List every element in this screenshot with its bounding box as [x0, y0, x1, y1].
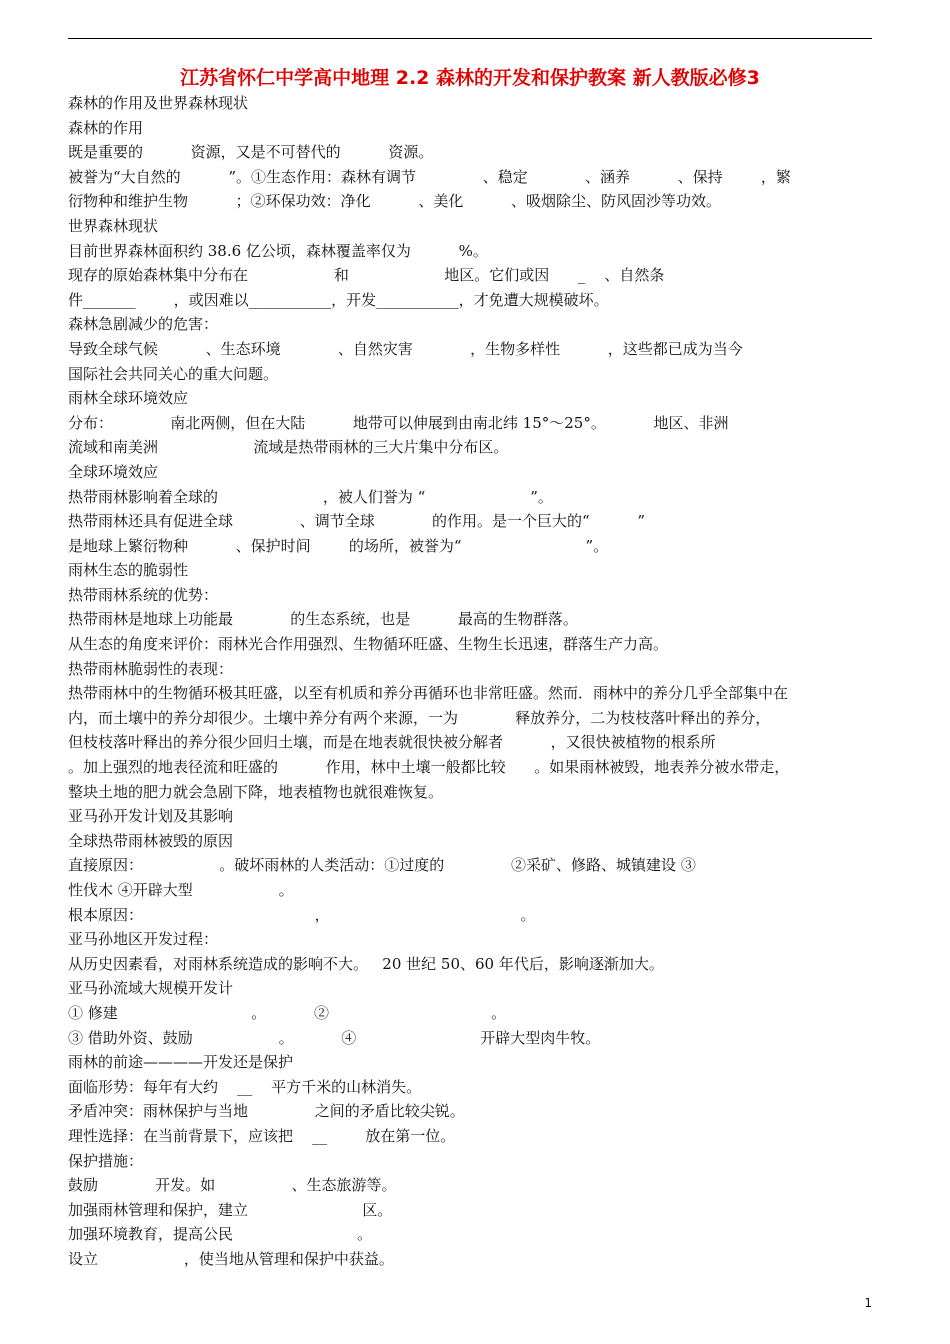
text-line: 保护措施：: [68, 1151, 144, 1170]
text-line: 全球环境效应: [68, 462, 159, 481]
text-line: ③ 借助外资、鼓励 。 ④ 开辟大型肉牛牧。: [68, 1028, 601, 1047]
text-line: 从历史因素看，对雨林系统造成的影响不大。 20 世纪 50、60 年代后，影响逐渐加大。: [68, 954, 664, 973]
text-line: 件_______ ，或因难以___________，开发___________，才免遭大规模破坏。: [68, 290, 609, 309]
text-line: 亚马孙地区开发过程：: [68, 930, 219, 949]
text-line: 鼓励 开发。如 、生态旅游等。: [68, 1176, 397, 1195]
text-line: 既是重要的 资源，又是不可替代的 资源。: [68, 143, 434, 162]
text-line: 雨林的前途————开发还是保护: [68, 1053, 294, 1072]
text-line: 亚马孙开发计划及其影响: [68, 807, 234, 826]
text-line: 直接原因： 。破坏雨林的人类活动：①过度的 ②采矿、修路、城镇建设 ③: [68, 856, 696, 875]
document-body: [68, 91, 874, 1272]
text-line: 性伐木 ④开辟大型 。: [68, 881, 294, 899]
text-line: 热带雨林是地球上功能最 的生态系统，也是 最高的生物群落。: [68, 610, 578, 629]
text-line: 森林的作用: [68, 118, 144, 137]
text-line: 现存的原始森林集中分布在 和 地区。它们或因 _ 、自然条: [68, 266, 665, 285]
text-line: 分布： 南北两侧，但在大陆 地带可以伸展到由南北纬 15°～25°。 地区、非洲: [68, 413, 729, 432]
text-line: 。加上强烈的地表径流和旺盛的 作用，林中土壤一般都比较 。如果雨林被毁，地表养分被水带走，: [68, 758, 790, 777]
text-line: 目前世界森林面积约 38.6 亿公顷，森林覆盖率仅为 %。: [68, 241, 488, 260]
text-line: 加强雨林管理和保护，建立 区。: [68, 1200, 393, 1219]
text-line: 全球热带雨林被毁的原因: [68, 831, 234, 850]
text-line: 理性选择：在当前背景下，应该把 __ 放在第一位。: [68, 1126, 456, 1145]
text-line: 内，而土壤中的养分却很少。土壤中养分有两个来源，一为 释放养分，二为枝枝落叶释出的养分，: [68, 708, 771, 727]
text-line: 热带雨林还具有促进全球 、调节全球 的作用。是一个巨大的“ ”: [68, 512, 645, 531]
text-line: 流域和南美洲 流域是热带雨林的三大片集中分布区。: [68, 438, 509, 457]
document-title: 江苏省怀仁中学高中地理 2.2 森林的开发和保护教案 新人教版必修3: [180, 67, 760, 89]
text-line: 热带雨林系统的优势：: [68, 585, 219, 604]
text-line: 雨林生态的脆弱性: [68, 561, 189, 580]
text-line: ① 修建 。 ② 。: [68, 1003, 507, 1022]
text-line: 热带雨林中的生物循环极其旺盛，以至有机质和养分再循环也非常旺盛。然而．雨林中的养分几乎全部集中在: [68, 684, 789, 703]
text-line: 衍物种和维护生物 ；②环保功效：净化 、美化 、吸烟除尘、防风固沙等功效。: [68, 192, 722, 211]
header-rule: [68, 38, 872, 39]
page-number: 1: [864, 1296, 872, 1310]
text-line: 但枝枝落叶释出的养分很少回归土壤，而是在地表就很快被分解者 ，又很快被植物的根系所: [68, 733, 716, 752]
text-line: 设立 ，使当地从管理和保护中获益。: [68, 1249, 394, 1268]
text-line: 整块土地的肥力就会急剧下降，地表植物也就很难恢复。: [68, 782, 444, 801]
text-line: 森林的作用及世界森林现状: [68, 94, 249, 112]
text-line: 国际社会共同关心的重大问题。: [68, 364, 279, 383]
text-line: 根本原因： ， 。: [68, 905, 536, 924]
text-line: 加强环境教育，提高公民 。: [68, 1225, 372, 1244]
text-line: 矛盾冲突：雨林保护与当地 之间的矛盾比较尖锐。: [68, 1102, 465, 1121]
text-line: 森林急剧减少的危害：: [68, 315, 219, 334]
text-line: 亚马孙流域大规模开发计: [68, 979, 234, 998]
text-line: 热带雨林脆弱性的表现：: [68, 659, 234, 678]
text-line: 导致全球气候 、生态环境 、自然灾害 ，生物多样性 ，这些都已成为当今: [68, 339, 743, 358]
text-line: 从生态的角度来评价：雨林光合作用强烈、生物循环旺盛、生物生长迅速，群落生产力高。: [68, 635, 669, 654]
text-line: 被誉为“大自然的 ”。①生态作用：森林有调节 、稳定 、涵养 、保持 ，繁: [68, 167, 791, 186]
text-line: 面临形势：每年有大约 __ 平方千米的山林消失。: [68, 1077, 422, 1096]
text-line: 雨林全球环境效应: [68, 389, 189, 408]
text-line: 热带雨林影响着全球的 ，被人们誉为 “ ”。: [68, 487, 553, 506]
text-line: 世界森林现状: [68, 216, 159, 235]
text-line: 是地球上繁衍物种 、保护时间 的场所，被誉为“ ”。: [68, 536, 609, 555]
